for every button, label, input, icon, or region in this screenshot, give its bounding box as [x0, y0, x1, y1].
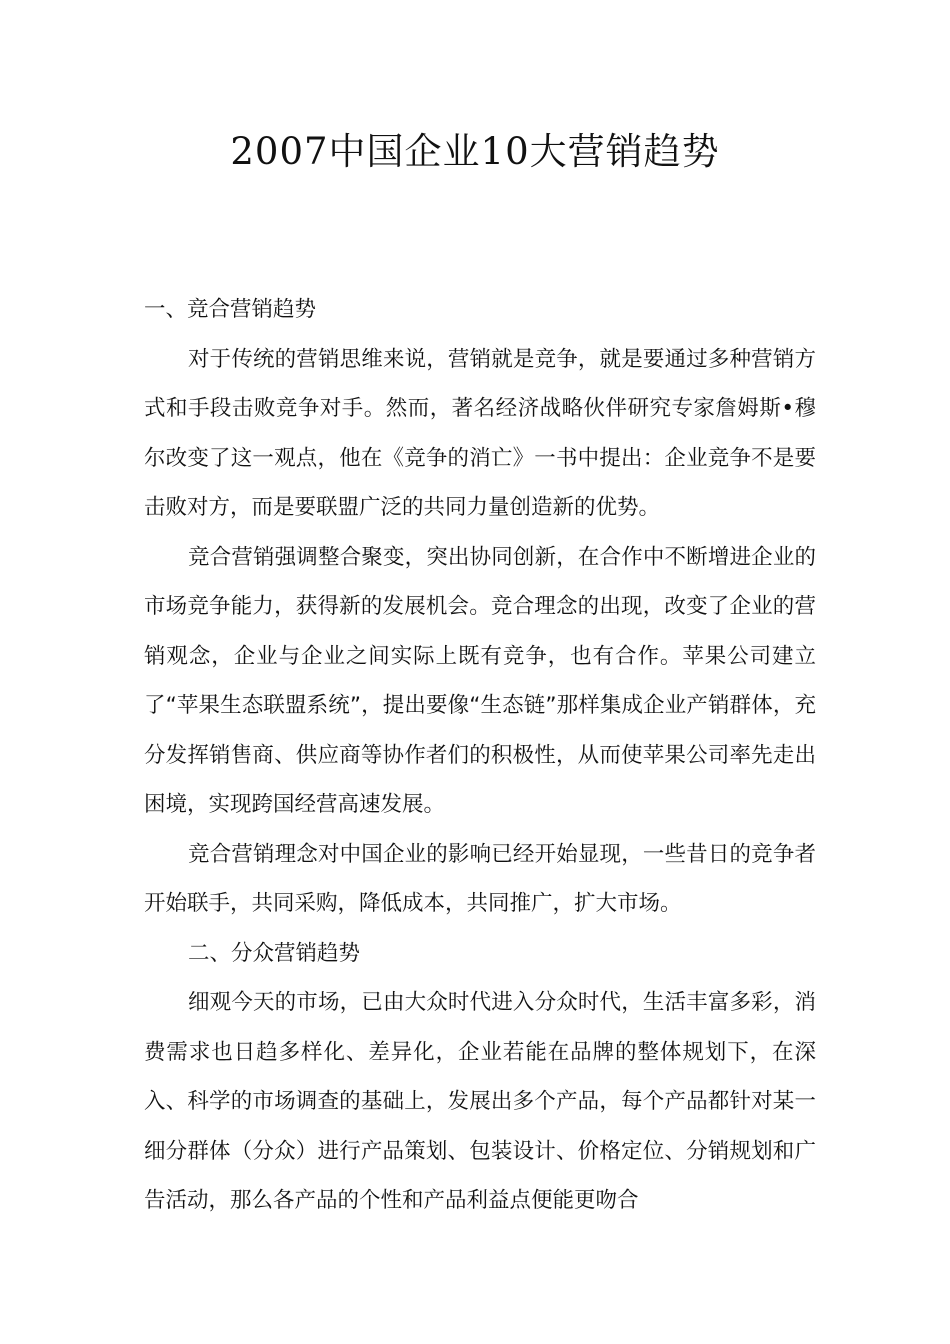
body-paragraph: 对于传统的营销思维来说，营销就是竞争，就是要通过多种营销方式和手段击败竞争对手。然而，著名经济战略伙伴研究专家詹姆斯•穆尔改变了这一观点，他在《竞争的消亡》一书中提出：企业竞争不是要击败对方，而是要联盟广泛的共同力量创造新的优势。 — [144, 346, 816, 520]
section-heading-coopetition: 一、竞合营销趋势 — [144, 297, 317, 322]
document-body — [144, 285, 816, 1226]
body-paragraph: 竞合营销强调整合聚变，突出协同创新，在合作中不断增进企业的市场竞争能力，获得新的发展机会。竞合理念的出现，改变了企业的营销观念，企业与企业之间实际上既有竞争，也有合作。苹果公司建立了“苹果生态联盟系统”，提出要像“生态链”那样集成企业产销群体，充分发挥销售商、供应商等协作者们的积极性，从而使苹果公司率先走出困境，实现跨国经营高速发展。 — [144, 544, 816, 817]
document-title: 2007中国企业10大营销趋势 — [230, 130, 720, 173]
section-heading-segmented: 二、分众营销趋势 — [188, 940, 361, 966]
body-paragraph: 竞合营销理念对中国企业的影响已经开始显现，一些昔日的竞争者开始联手，共同采购，降低成本，共同推广，扩大市场。 — [144, 841, 816, 916]
body-paragraph: 细观今天的市场，已由大众时代进入分众时代，生活丰富多彩，消费需求也日趋多样化、差异化，企业若能在品牌的整体规划下，在深入、科学的市场调查的基础上，发展出多个产品，每个产品都针对某一细分群体（分众）进行产品策划、包装设计、价格定位、分销规划和广告活动，那么各产品的个性和产品利益点便能更吻合 — [144, 990, 816, 1213]
